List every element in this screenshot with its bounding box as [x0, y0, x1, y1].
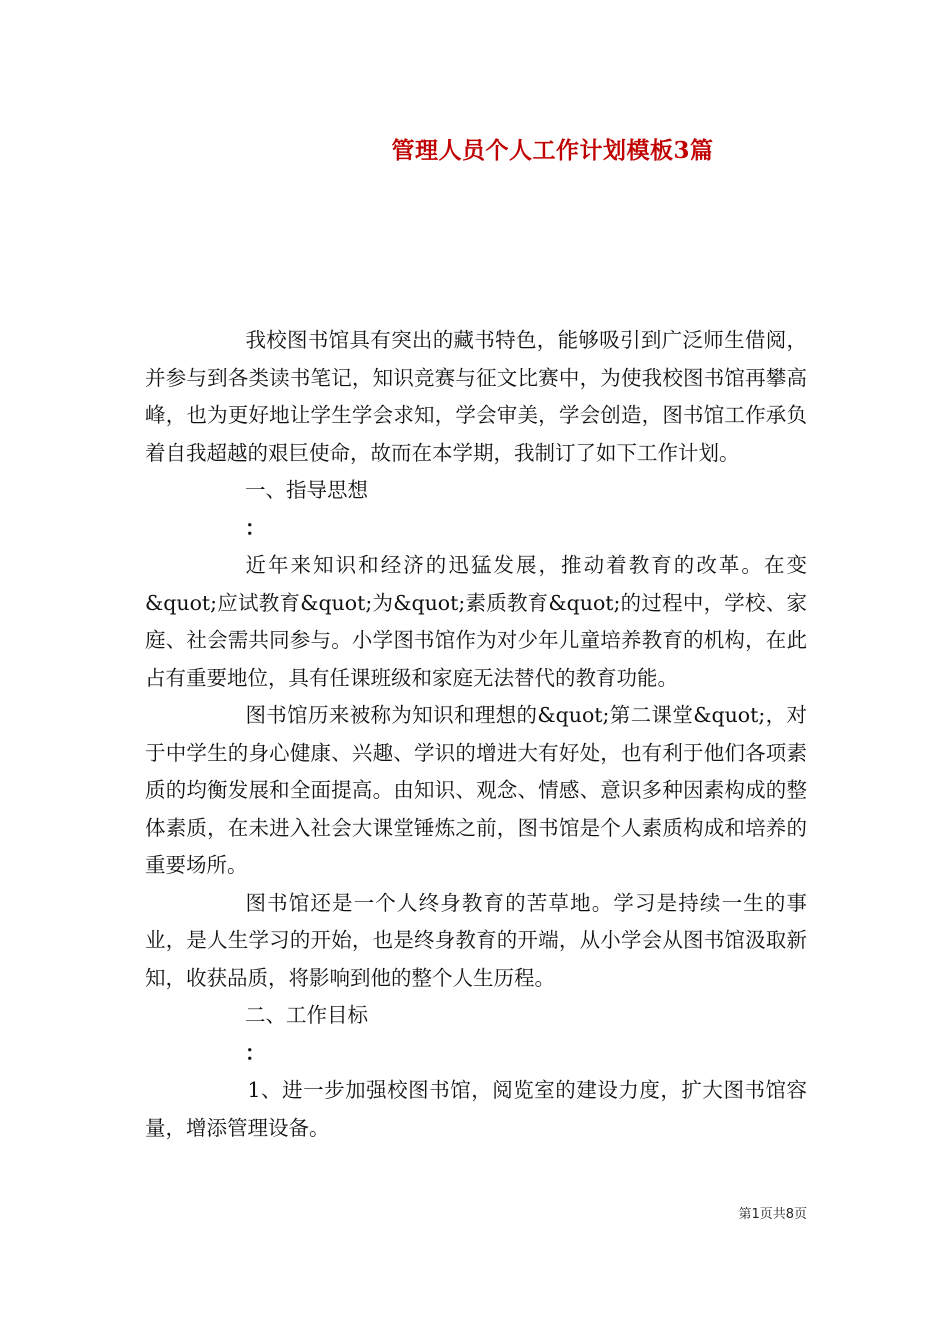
goal-item-1: 1、进一步加强校图书馆，阅览室的建设力度，扩大图书馆容量，增添管理设备。 — [145, 1078, 807, 1140]
document-body — [145, 322, 807, 1147]
paragraph-intro: 我校图书馆具有突出的藏书特色，能够吸引到广泛师生借阅，并参与到各类读书笔记，知识竞赛与征文比赛中，为使我校图书馆再攀高峰，也为更好地让学生学会求知，学会审美，学会创造，图书馆工作承负着自我超越的艰巨使命，故而在本学期，我制订了如下工作计划。 — [145, 328, 807, 465]
page-number: 第1页共8页 — [738, 1207, 807, 1222]
section-heading-guiding-ideology: 一、指导思想 — [245, 478, 368, 502]
paragraph-second-classroom: 图书馆历来被称为知识和理想的&quot;第二课堂&quot;，对于中学生的身心健康、兴趣、学识的增进大有好处，也有利于他们各项素质的均衡发展和全面提高。由知识、观念、情感、意识多种因素构成的整体素质，在未进入社会大课堂锤炼之前，图书馆是个人素质构成和培养的重要场所。 — [145, 703, 807, 877]
page-footer — [0, 1203, 807, 1222]
section-colon-1: ： — [245, 515, 266, 540]
paragraph-lifelong-education: 图书馆还是一个人终身教育的苦草地。学习是持续一生的事业，是人生学习的开始，也是终身教育的开端，从小学会从图书馆汲取新知，收获品质，将影响到他的整个人生历程。 — [145, 890, 807, 990]
paragraph-education-reform: 近年来知识和经济的迅猛发展，推动着教育的改革。在变&quot;应试教育&quot;为&quot;素质教育&quot;的过程中，学校、家庭、社会需共同参与。小学图书馆作为对少年儿童培养教育的机构，在此占有重要地位，具有任课班级和家庭无法替代的教育功能。 — [145, 553, 807, 690]
section-heading-work-goals: 二、工作目标 — [245, 1003, 368, 1027]
document-title — [0, 132, 950, 165]
document-title-text: 管理人员个人工作计划模板3篇 — [391, 137, 714, 164]
section-colon-2: ： — [245, 1040, 266, 1065]
